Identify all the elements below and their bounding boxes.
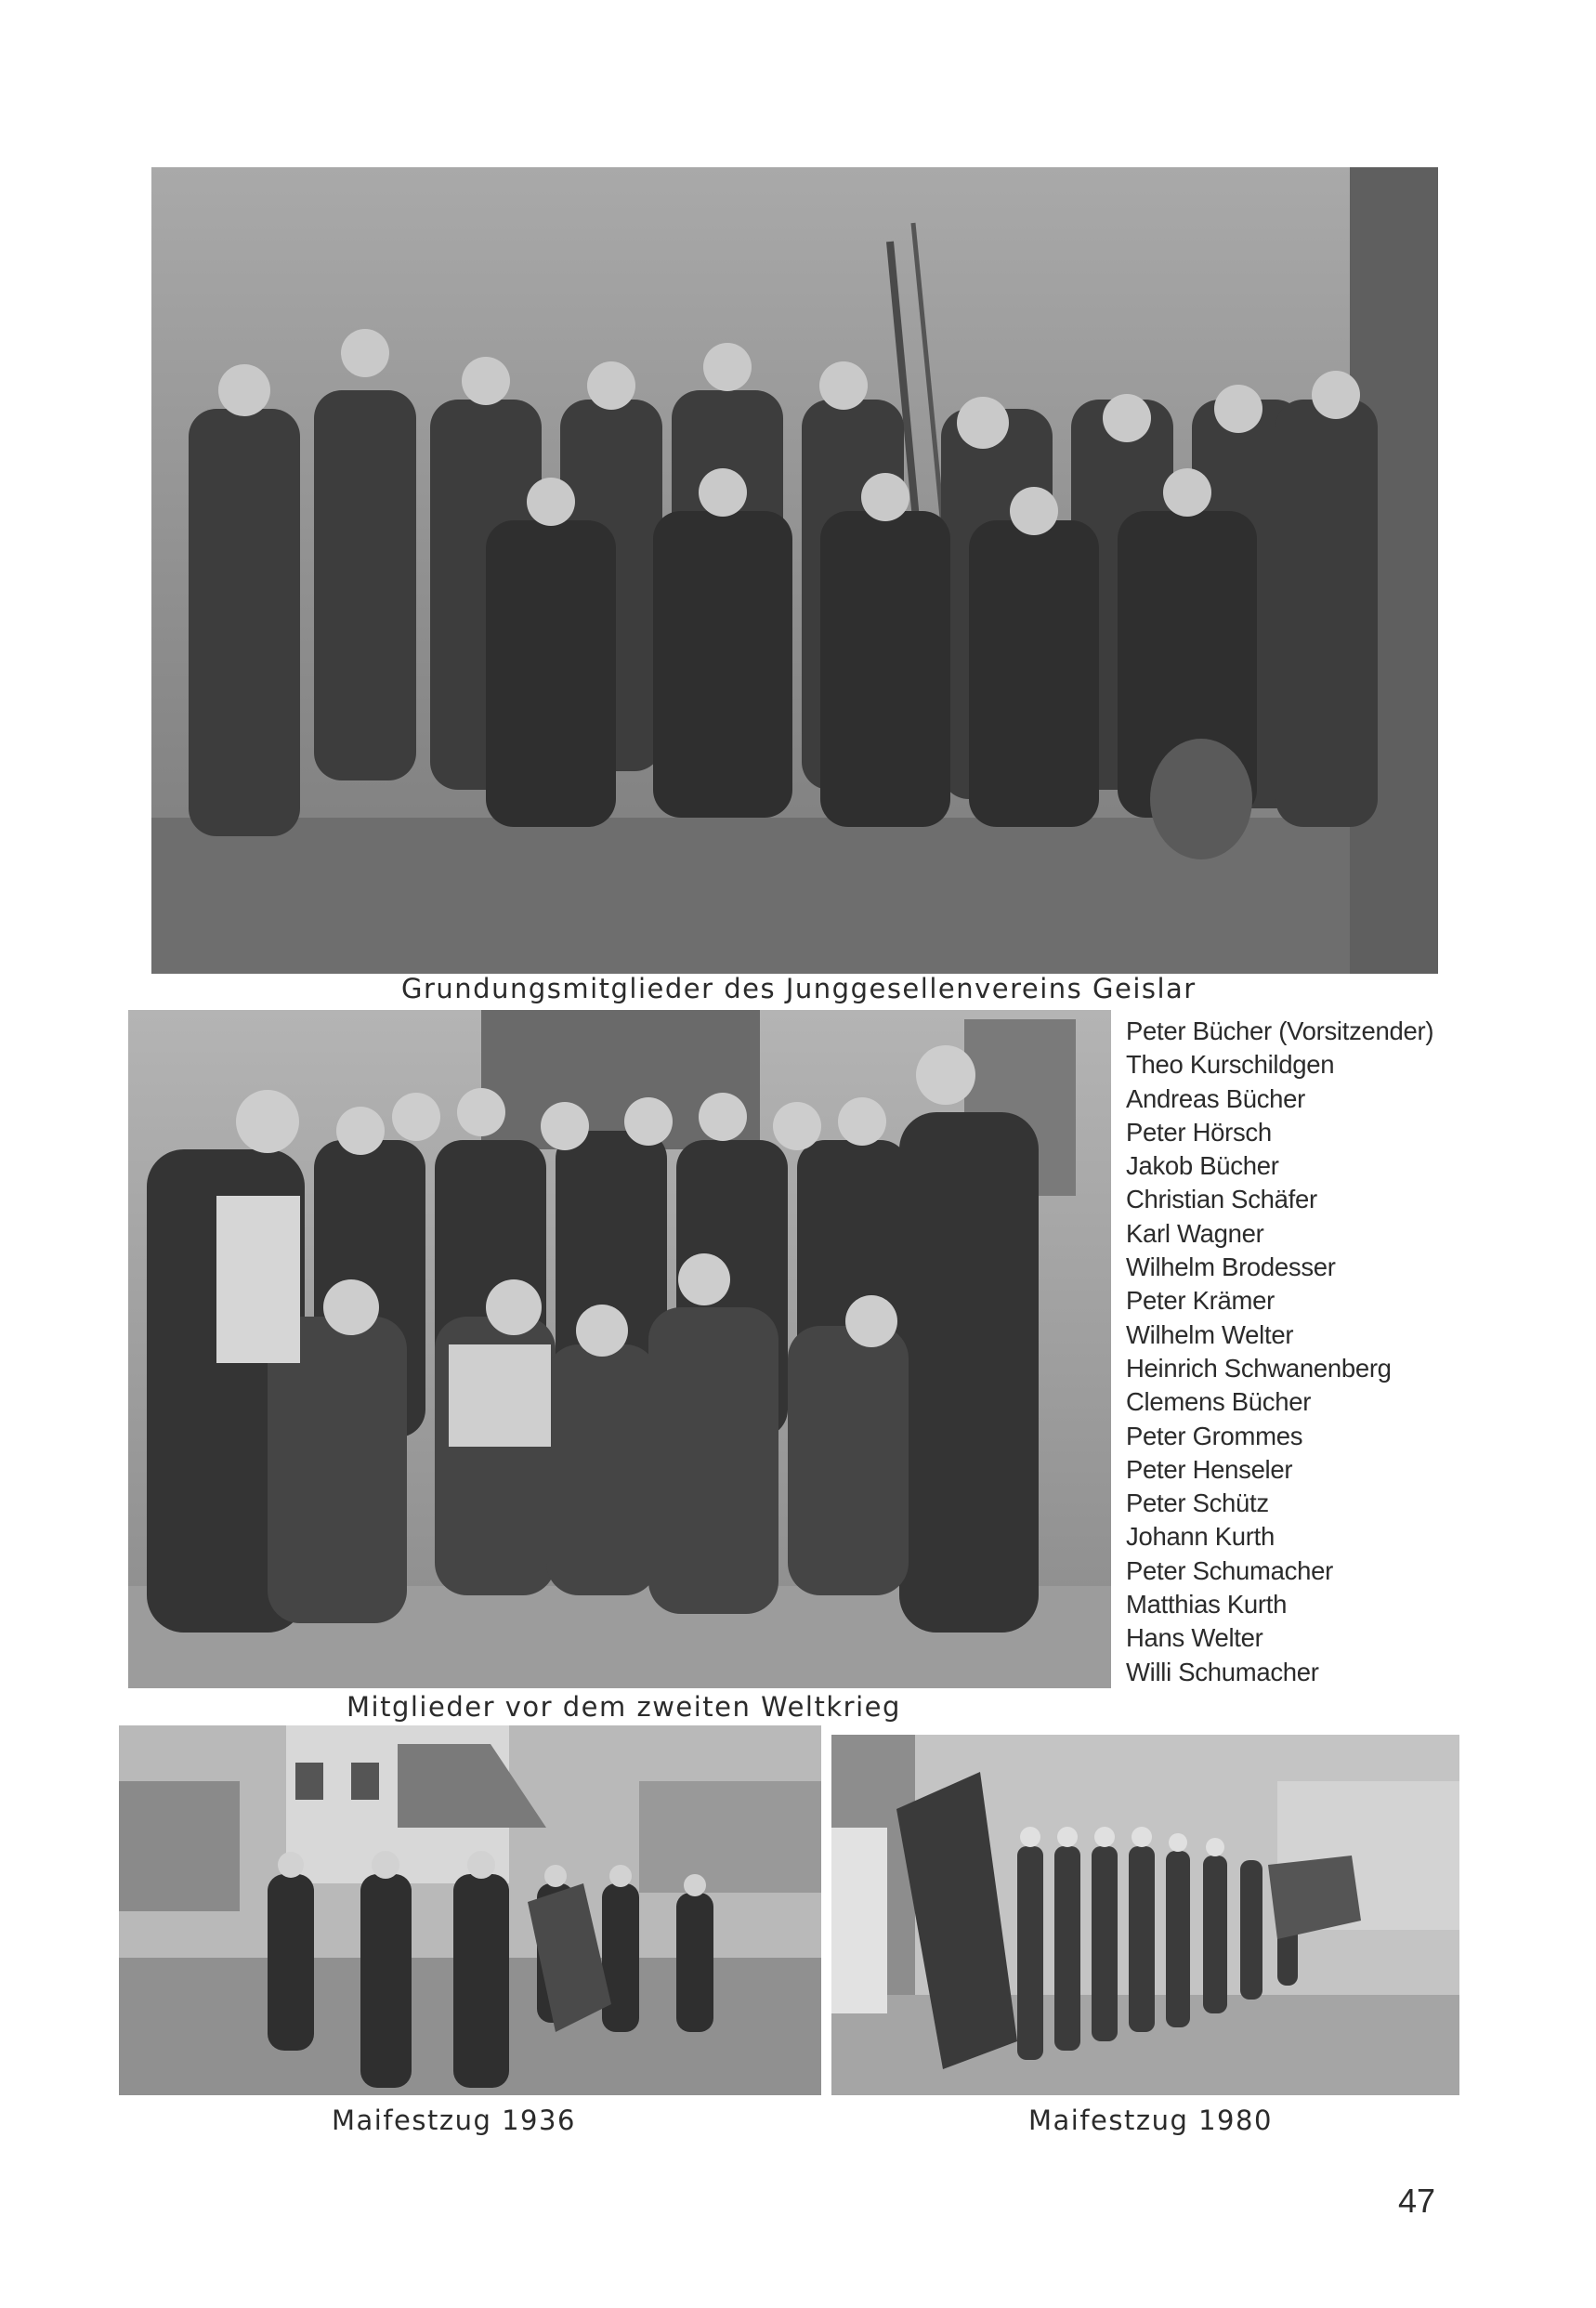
page-number: 47 xyxy=(1398,2182,1436,2220)
prewar-members-photo xyxy=(128,1010,1111,1688)
member-name: Peter Henseler xyxy=(1126,1454,1293,1484)
member-name: Christian Schäfer xyxy=(1126,1185,1317,1214)
prewar-members-caption: Mitglieder vor dem zweiten Weltkrieg xyxy=(347,1691,901,1723)
member-name: Theo Kurschildgen xyxy=(1126,1050,1335,1080)
member-name: Peter Schumacher xyxy=(1126,1555,1333,1585)
member-name: Karl Wagner xyxy=(1126,1218,1264,1248)
member-name: Matthias Kurth xyxy=(1126,1590,1288,1620)
member-name: Andreas Bücher xyxy=(1126,1083,1305,1113)
member-name: Jakob Bücher xyxy=(1126,1151,1279,1181)
member-name: Clemens Bücher xyxy=(1126,1387,1312,1417)
parade-1936-photo-image xyxy=(119,1725,821,2095)
member-name: Peter Schütz xyxy=(1126,1488,1269,1518)
parade-1936-photo xyxy=(119,1725,821,2095)
founding-members-caption: Grundungsmitglieder des Junggesellenvereins Geislar xyxy=(401,973,1197,1004)
member-name: Peter Hörsch xyxy=(1126,1117,1272,1147)
member-name: Peter Grommes xyxy=(1126,1421,1303,1450)
member-name: Wilhelm Welter xyxy=(1126,1319,1294,1349)
parade-1936-caption: Maifestzug 1936 xyxy=(332,2105,576,2136)
parade-1980-photo-image xyxy=(831,1735,1459,2095)
member-name: Peter Bücher (Vorsitzender) xyxy=(1126,1016,1434,1045)
member-name: Johann Kurth xyxy=(1126,1522,1275,1552)
member-name: Peter Krämer xyxy=(1126,1286,1275,1316)
member-name: Hans Welter xyxy=(1126,1623,1263,1653)
member-name: Heinrich Schwanenberg xyxy=(1126,1353,1392,1383)
parade-1980-photo xyxy=(831,1735,1459,2095)
member-names-list xyxy=(1126,1015,1433,1689)
founding-members-photo-image xyxy=(151,167,1438,974)
member-name: Willi Schumacher xyxy=(1126,1657,1319,1686)
member-name: Wilhelm Brodesser xyxy=(1126,1252,1336,1282)
prewar-members-photo-image xyxy=(128,1010,1111,1688)
parade-1980-caption: Maifestzug 1980 xyxy=(1028,2105,1273,2136)
founding-members-photo xyxy=(151,167,1438,974)
